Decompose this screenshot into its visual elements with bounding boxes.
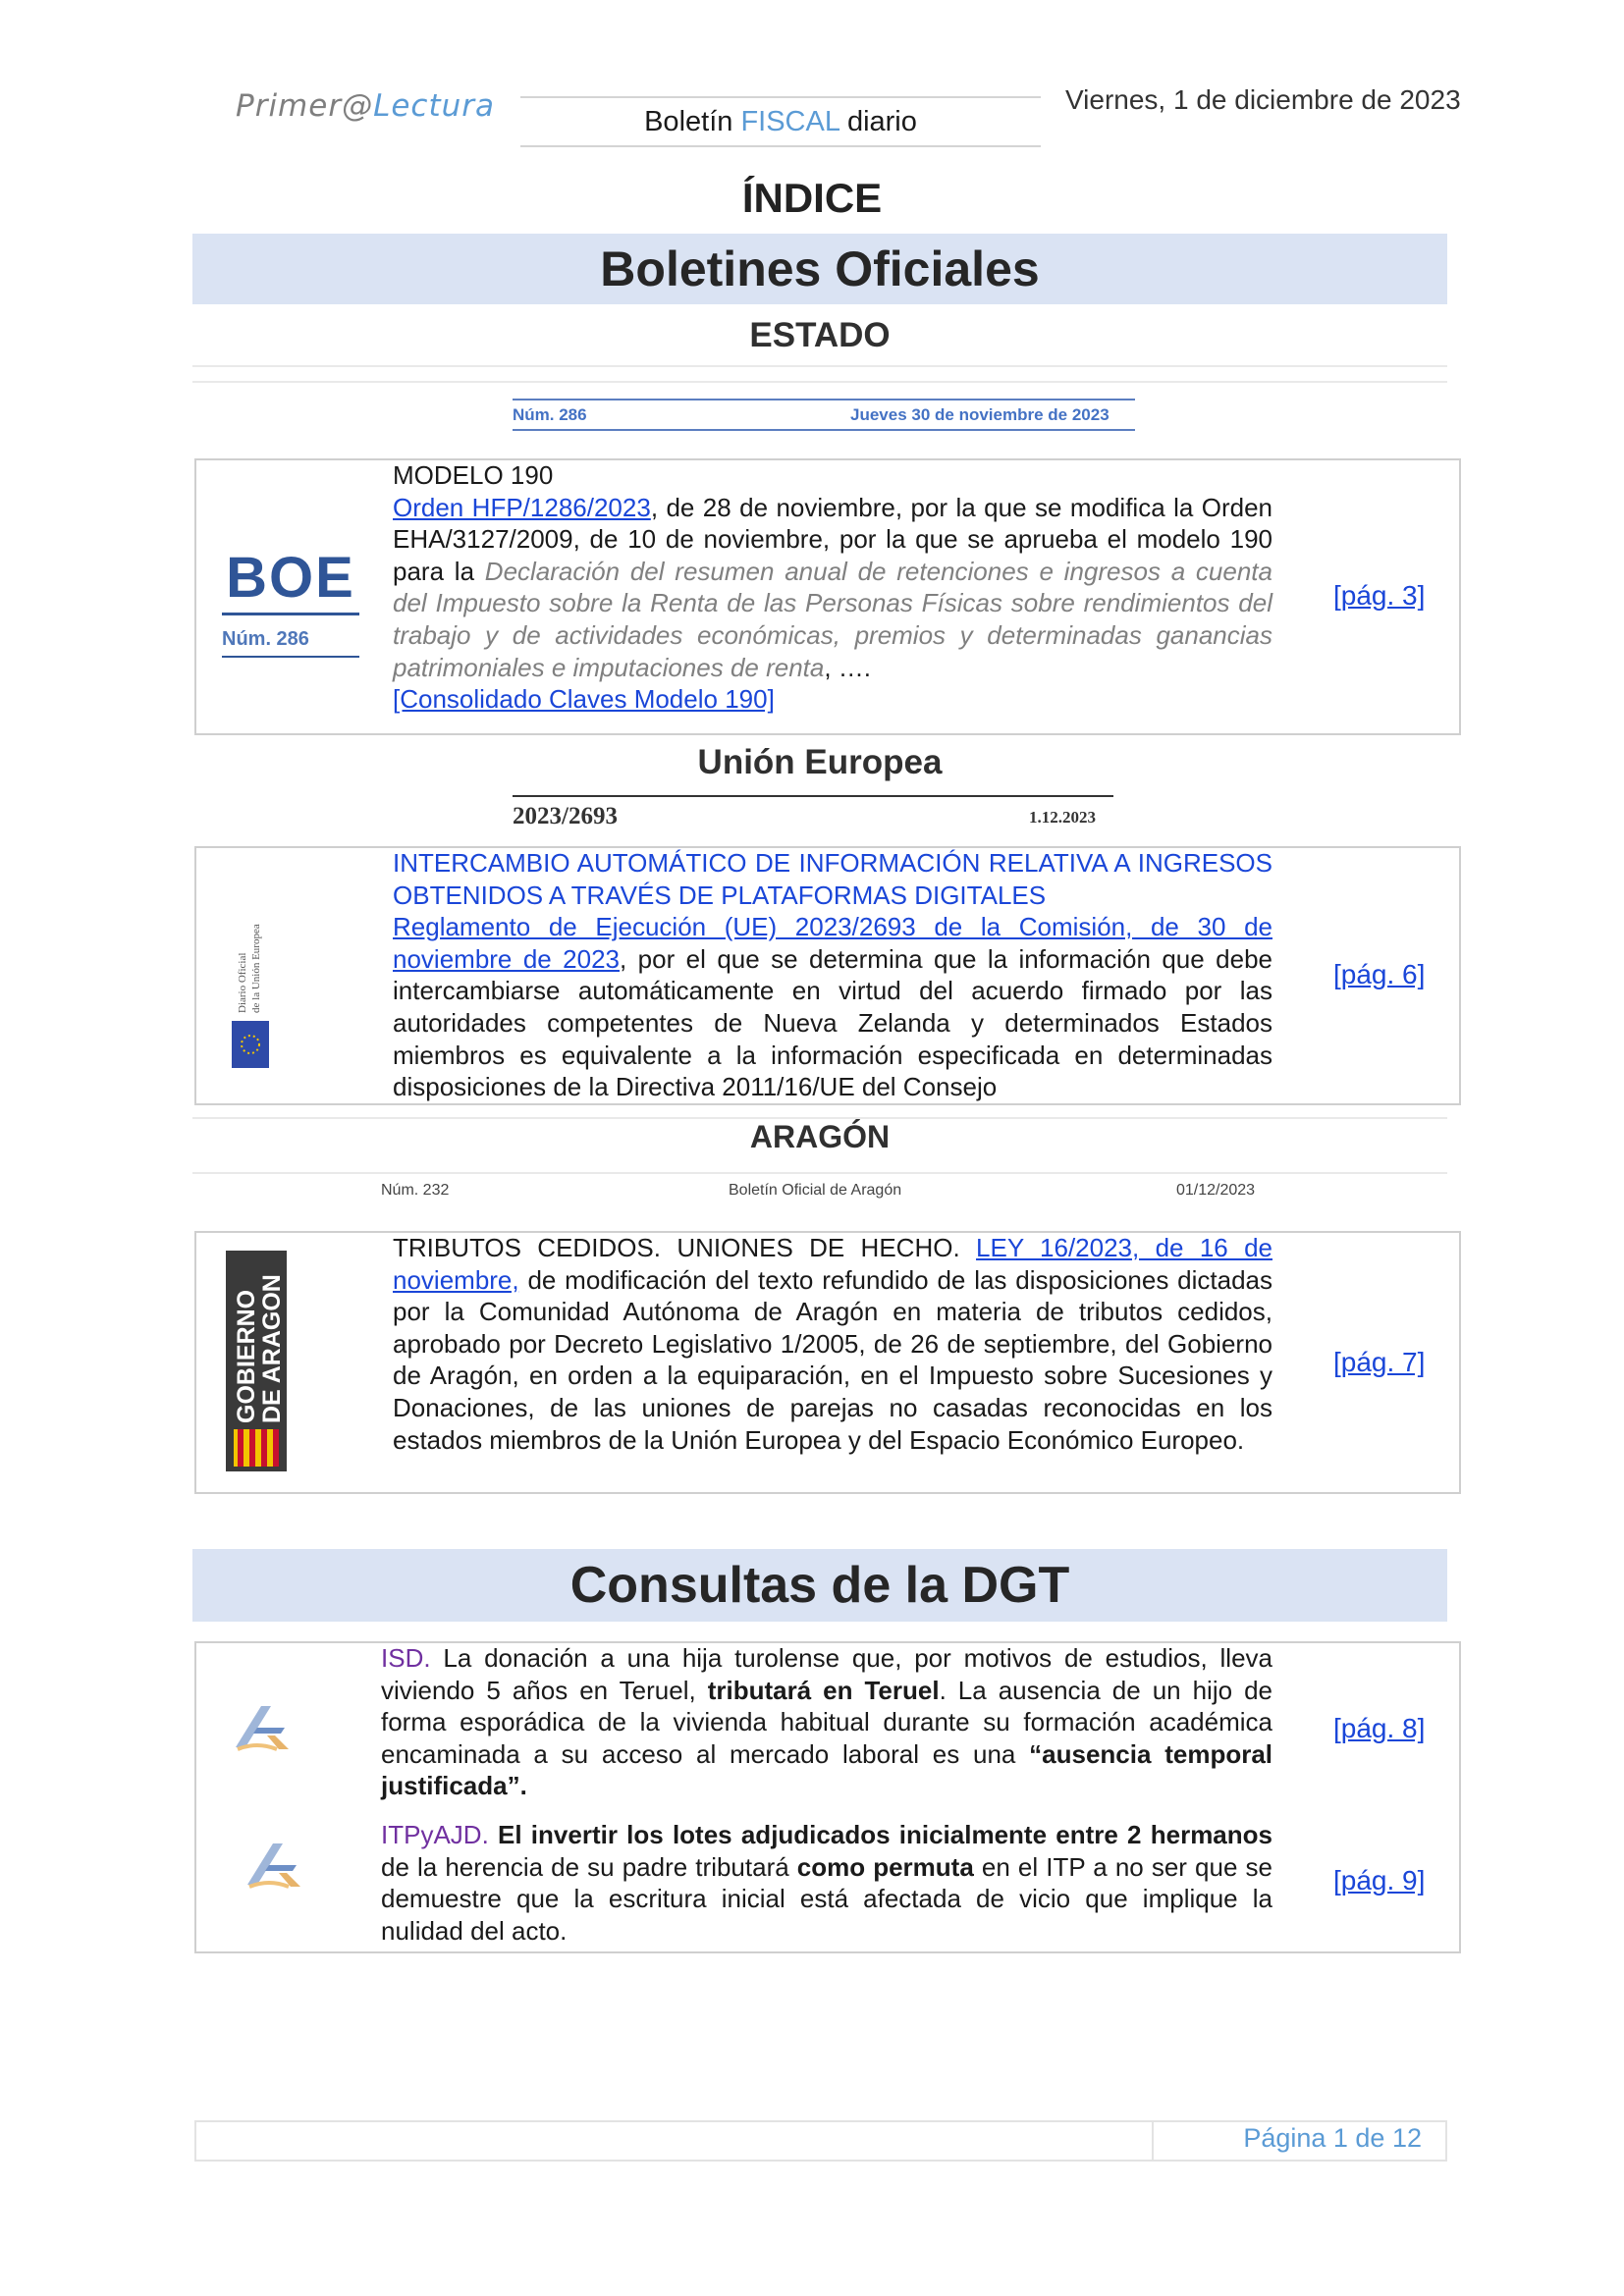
aeat-logo-2 (240, 1836, 308, 1891)
ue-banner-line (513, 795, 1113, 797)
ue-banner-num: 2023/2693 (513, 803, 618, 829)
agencia-tributaria-icon (240, 1836, 308, 1891)
footer-divider (1152, 2120, 1154, 2162)
dgt-item-1-bold-1: tributará en Teruel (707, 1675, 940, 1705)
svg-text:DE ARAGON: DE ARAGON (258, 1274, 286, 1423)
page-title: ÍNDICE (741, 175, 883, 221)
page-link-6[interactable]: [pág. 6] (1333, 959, 1426, 989)
svg-text:Diario Oficial: Diario Oficial (237, 952, 248, 1013)
dgt-item-2-tag: ITPyAJD. (381, 1820, 489, 1849)
aragon-text: de modificación del texto refundido de las disposiciones dictadas por la Comunidad Autónoma de Aragón en materia de tributos cedidos, aprobado por Decreto Legislativo 1/2005, de 26 de septiembre, del Gobierno de Aragón, en orden a la equiparación, en el Impuesto sobre Sucesiones y Donaciones, de las uniones de parejas no casadas reconocidas en los estados miembros de la Unión Europea y del Espacio Económico Europeo. (393, 1264, 1272, 1455)
dgt-item-2-text-2: en el ITP a no ser que se demuestre que la escritura inicial está afectada de vicio que implique la nulidad del acto. (381, 1851, 1272, 1946)
page-link-8[interactable]: [pág. 8] (1333, 1713, 1426, 1743)
bulletin-title (520, 96, 1041, 147)
dgt-item-1-text (381, 1642, 1272, 1802)
divider (192, 365, 1447, 367)
boe-logo (218, 546, 363, 660)
dgt-item-1-tag: ISD. (381, 1643, 431, 1673)
boe-consolidado-link[interactable]: [Consolidado Claves Modelo 190] (393, 684, 775, 715)
bulletin-title-suffix: diario (839, 106, 917, 137)
brand-part1: Primer@ (236, 88, 374, 124)
dgt-item-1-bold-2: “ausencia temporal justificada”. (381, 1738, 1273, 1801)
divider (192, 381, 1447, 383)
boe-banner-line (513, 399, 1135, 400)
subsection-aragon: ARAGÓN (749, 1119, 891, 1154)
boe-text-italic: Declaración del resumen anual de retenciones e ingresos a cuenta del Impuesto sobre la Renta de las Personas Físicas sobre rendimientos del trabajo y de actividades económicas, premios y determinadas ganancias patrimoniales e imputaciones de renta (393, 556, 1272, 682)
gobierno-aragon-logo (226, 1251, 287, 1471)
dgt-item-2-bold-2: como permuta (796, 1851, 974, 1882)
boe-text-2: , …. (824, 652, 872, 682)
aragon-banner-date: 01/12/2023 (1176, 1182, 1256, 1199)
aragon-banner-num: Núm. 232 (381, 1182, 450, 1199)
ue-heading: INTERCAMBIO AUTOMÁTICO DE INFORMACIÓN RELATIVA A INGRESOS OBTENIDOS A TRAVÉS DE PLATAFORMAS DIGITALES (393, 848, 1272, 910)
agencia-tributaria-icon (228, 1698, 297, 1753)
brand-logo (236, 88, 495, 124)
aragon-banner-title: Boletín Oficial de Aragón (729, 1182, 902, 1199)
doue-logo (232, 885, 269, 1068)
boe-entry-text (393, 459, 1272, 716)
boe-banner-line (513, 429, 1135, 431)
bulletin-title-accent: FISCAL (740, 106, 839, 137)
aragon-shield-icon (226, 1251, 287, 1471)
page-link-7[interactable]: [pág. 7] (1333, 1347, 1426, 1377)
section-band-dgt: Consultas de la DGT (192, 1549, 1447, 1622)
aeat-logo-1 (228, 1698, 297, 1753)
ue-banner-date: 1.12.2023 (1029, 808, 1096, 827)
subsection-estado: ESTADO (749, 316, 891, 354)
page-link-9[interactable]: [pág. 9] (1333, 1865, 1426, 1896)
aragon-entry-text (393, 1232, 1272, 1456)
boe-heading: MODELO 190 (393, 460, 554, 490)
brand-part2: Lectura (373, 88, 496, 124)
page-number: Página 1 de 12 (1243, 2123, 1422, 2153)
svg-text:BOE: BOE (226, 546, 355, 610)
dgt-item-1-text-1: La donación a una hija turolense que, por motivos de estudios, lleva viviendo 5 años en Teruel, (381, 1643, 1272, 1705)
svg-text:de la Unión Europea: de la Unión Europea (250, 924, 262, 1013)
ue-entry-text (393, 847, 1272, 1103)
page-link-3[interactable]: [pág. 3] (1333, 580, 1426, 611)
boe-logo-icon (218, 546, 363, 660)
dgt-item-1-text-2: . La ausencia de un hijo de forma esporádica de la vivienda habitual durante su formación académica encaminada a su acceso al mercado laboral es una (381, 1675, 1272, 1769)
section-band-boletines: Boletines Oficiales (192, 234, 1447, 304)
dgt-item-2-text-1: de la herencia de su padre tributará (381, 1851, 797, 1882)
header-date: Viernes, 1 de diciembre de 2023 (1065, 84, 1461, 115)
subsection-ue: Unión Europea (697, 743, 943, 781)
boe-banner-date: Jueves 30 de noviembre de 2023 (850, 405, 1110, 424)
eu-flag-icon (232, 885, 269, 1068)
boe-order-link[interactable]: Orden HFP/1286/2023 (393, 492, 651, 522)
dgt-item-2-bold-1: El invertir los lotes adjudicados inicialmente entre 2 hermanos (488, 1820, 1272, 1849)
dgt-item-2-text (381, 1819, 1272, 1947)
svg-text:GOBIERNO: GOBIERNO (233, 1289, 260, 1423)
ue-text: , por el que se determina que la información que debe intercambiarse automáticamente en virtud del acuerdo firmado por las autoridades competentes de Nueva Zelanda y determinados Estados miembros es equivalente a la información especificada en determinadas disposiciones de la Directiva 2011/16/UE del Consejo (393, 943, 1272, 1102)
svg-text:Núm. 286: Núm. 286 (222, 628, 309, 650)
bulletin-title-prefix: Boletín (644, 106, 741, 137)
divider (192, 1172, 1447, 1174)
ue-regulation-link[interactable]: Reglamento de Ejecución (UE) 2023/2693 de la Comisión, de 30 de noviembre de 2023 (393, 912, 1272, 974)
boe-text-1: , de 28 de noviembre, por la que se modifica la Orden EHA/3127/2009, de 10 de noviembre, por la que se aprueba el modelo 190 para la (393, 492, 1272, 586)
aragon-heading: TRIBUTOS CEDIDOS. UNIONES DE HECHO. (393, 1233, 960, 1262)
boe-banner-num: Núm. 286 (513, 405, 587, 424)
aragon-law-link[interactable]: LEY 16/2023, de 16 de noviembre, (393, 1233, 1272, 1295)
